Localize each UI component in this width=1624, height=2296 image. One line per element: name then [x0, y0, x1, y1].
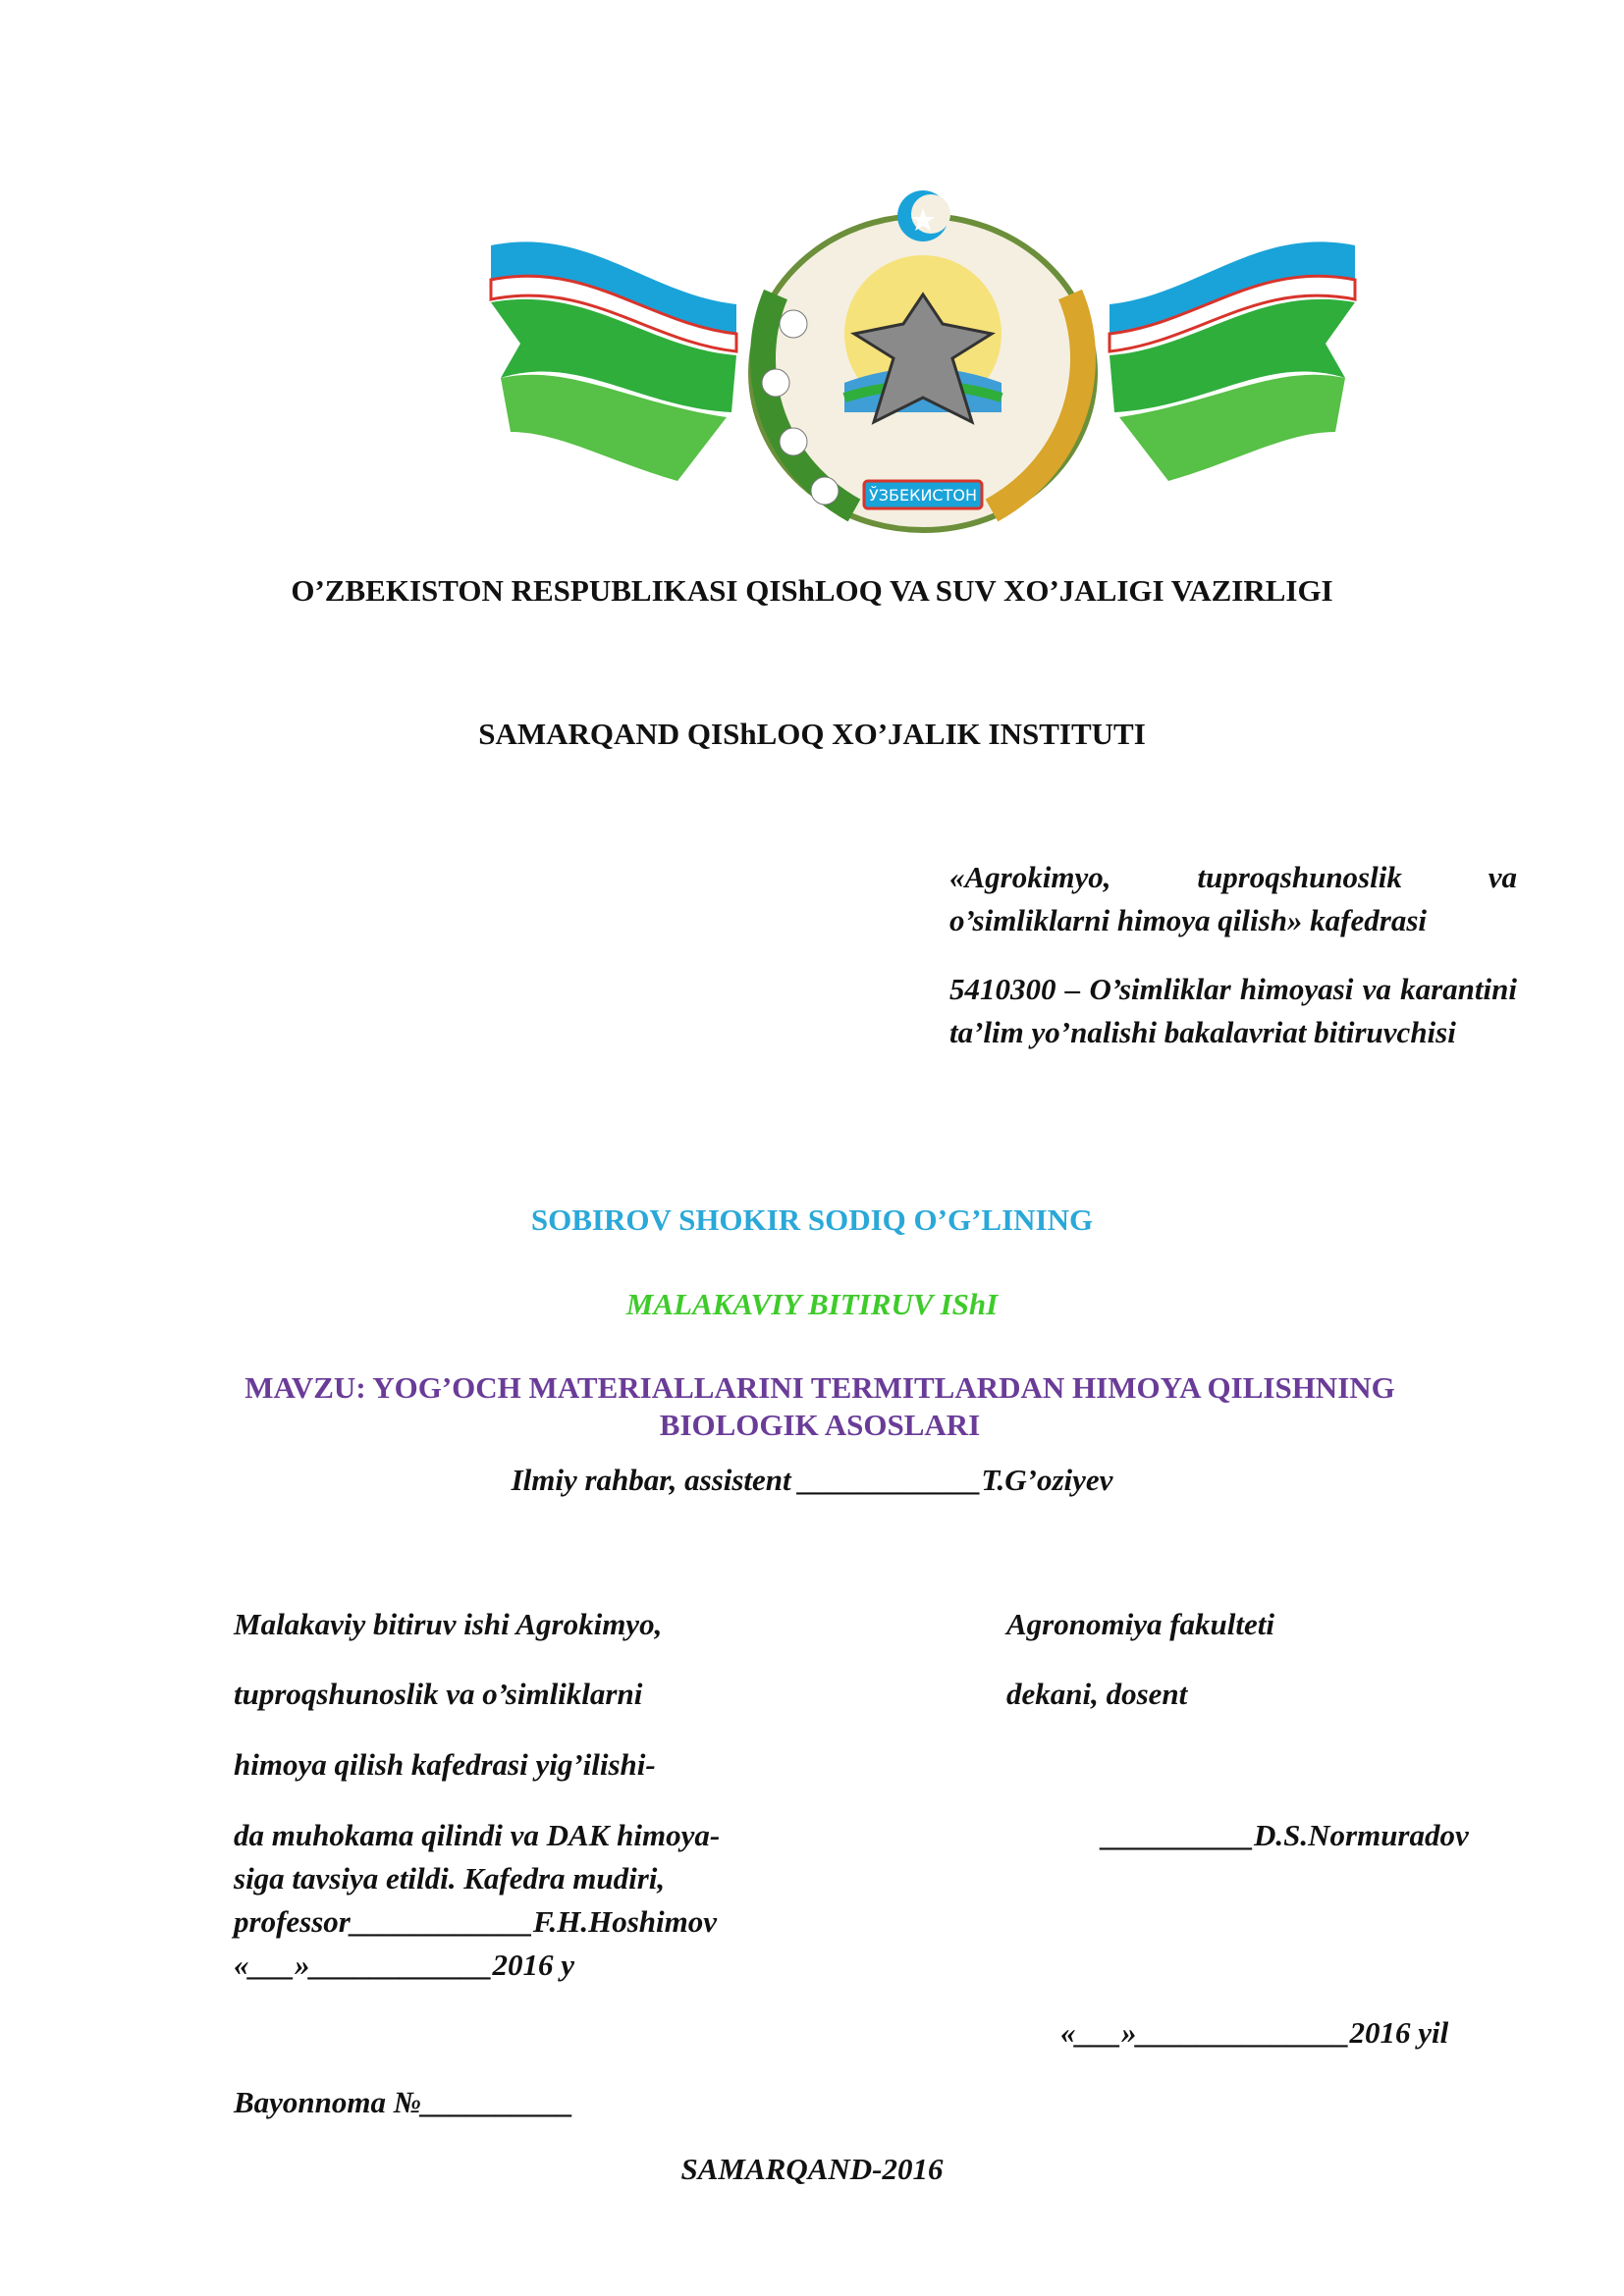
topic-line-1: MAVZU: YOG’OCH MATERIALLARINI TERMITLARDAN HIMOYA QILISHNING — [244, 1370, 1395, 1405]
institute-title: SAMARQAND QIShLOQ XO’JALIK INSTITUTI — [478, 717, 1146, 751]
left-l2: tuproqshunoslik va o’simliklarni — [234, 1677, 643, 1711]
left-l6: professor____________F.H.Hoshimov — [234, 1904, 718, 1939]
approval-block — [234, 1814, 720, 1987]
topic-title — [216, 1369, 1424, 1444]
right-flag-ribbon — [1110, 241, 1355, 481]
left-l4: da muhokama qilindi va DAK himoya- — [234, 1818, 721, 1852]
right-r1: Agronomiya fakulteti — [1006, 1607, 1274, 1641]
student-name: SOBIROV SHOKIR SODIQ O’G’LINING — [530, 1202, 1094, 1237]
topic-line-2: BIOLOGIK ASOSLARI — [659, 1408, 981, 1442]
department-block — [949, 856, 1517, 1080]
dean-signature: __________D.S.Normuradov — [1102, 1818, 1469, 1852]
left-l7: «___»____________2016 y — [234, 1948, 575, 1982]
left-l5: siga tavsiya etildi. Kafedra mudiri, — [234, 1861, 666, 1896]
ministry-title: O’ZBEKISTON RESPUBLIKASI QIShLOQ VA SUV XO’JALIGI VAZIRLIGI — [291, 573, 1333, 608]
left-flag-ribbon — [491, 241, 736, 481]
supervisor-line: Ilmiy rahbar, assistent ____________T.G’oziyev — [511, 1463, 1113, 1497]
left-l1: Malakaviy bitiruv ishi Agrokimyo, — [234, 1607, 663, 1641]
right-r2: dekani, dosent — [1006, 1677, 1188, 1711]
work-type: MALAKAVIY BITIRUV IShI — [625, 1287, 999, 1321]
right-date: «___»______________2016 yil — [1060, 2015, 1449, 2050]
left-l3: himoya qilish kafedrasi yig’ilishi- — [234, 1747, 656, 1782]
specialty-line: 5410300 – O’simliklar himoyasi va karantini ta’lim yo’nalishi bakalavriat bitiruvchisi — [949, 972, 1517, 1049]
emblem-banner-text: ЎЗБЕКИСТОН — [869, 486, 977, 505]
department-name: «Agrokimyo, tuproqshunoslik va o’simliklarni himoya qilish» kafedrasi — [949, 860, 1517, 937]
footer-city-year: SAMARQAND-2016 — [680, 2152, 944, 2186]
state-emblem — [481, 187, 1365, 540]
protocol-line: Bayonnoma №__________ — [234, 2085, 574, 2119]
